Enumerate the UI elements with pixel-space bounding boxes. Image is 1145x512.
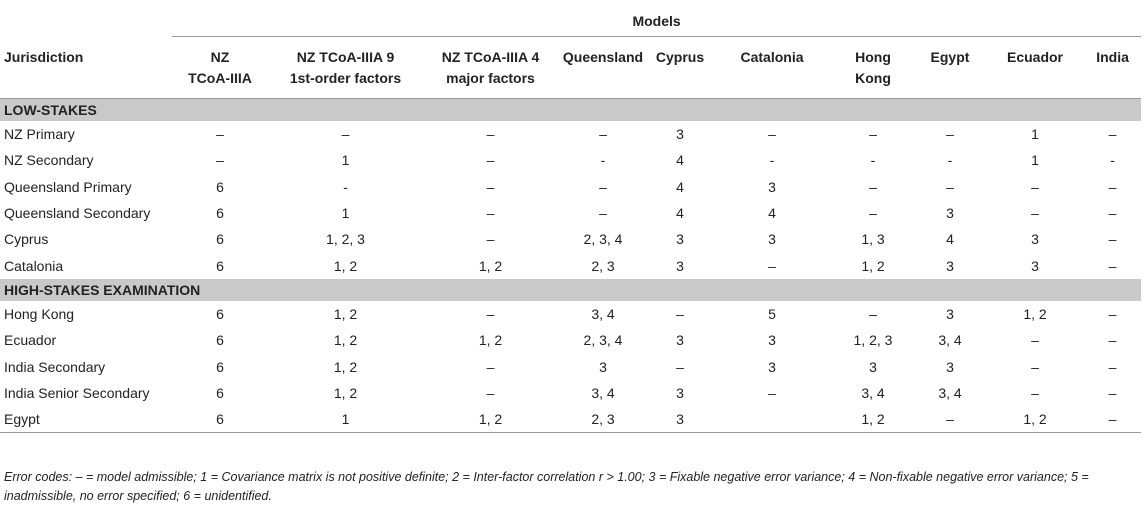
value-cell: 3	[946, 257, 954, 274]
jurisdiction-cell: Cyprus	[4, 231, 49, 248]
value-cell: –	[216, 126, 224, 143]
value-cell: 1, 2, 3	[853, 332, 893, 349]
table-row	[0, 327, 1141, 353]
column-header-line: Catalonia	[740, 49, 804, 65]
value-cell: 3	[946, 358, 954, 375]
column-header	[648, 37, 712, 99]
value-cell: 3	[768, 332, 776, 349]
value-cell: 6	[216, 332, 224, 349]
value-cell: –	[869, 126, 877, 143]
column-header-line: TCoA-IIIA	[188, 70, 252, 86]
value-cell: 1, 2	[333, 257, 358, 274]
value-cell: –	[1108, 178, 1117, 195]
value-cell: 1, 2	[333, 332, 358, 349]
value-cell: 3	[676, 126, 684, 143]
column-header	[172, 37, 268, 99]
value-cell: –	[676, 358, 684, 375]
jurisdiction-cell: Catalonia	[4, 257, 64, 274]
value-cell: –	[486, 178, 495, 195]
value-cell: –	[1108, 384, 1117, 401]
column-header	[914, 37, 986, 99]
value-cell: –	[768, 384, 776, 401]
column-header	[712, 37, 832, 99]
jurisdiction-cell: Egypt	[0, 406, 172, 433]
column-header-row	[0, 37, 1141, 99]
value-cell: –	[1108, 126, 1117, 143]
value-cell: –	[869, 205, 877, 222]
value-cell: –	[486, 305, 495, 322]
value-cell: 2, 3	[591, 257, 615, 274]
value-cell: –	[486, 152, 495, 169]
jurisdiction-cell: NZ Secondary	[4, 152, 94, 169]
value-cell: –	[869, 305, 877, 322]
value-cell: 6	[216, 178, 224, 195]
value-cell: 1, 2, 3	[326, 231, 365, 248]
value-cell: -	[870, 152, 876, 169]
value-cell: 1, 2	[423, 406, 558, 433]
section-label: HIGH-STAKES EXAMINATION	[0, 279, 1141, 301]
value-cell: 3, 4	[591, 384, 615, 401]
value-cell: –	[1108, 257, 1117, 274]
jurisdiction-cell: Hong Kong	[4, 305, 75, 322]
value-cell: 6	[216, 384, 224, 401]
column-header	[268, 37, 423, 99]
value-cell: –	[1031, 358, 1039, 375]
value-cell: 1, 2	[832, 406, 914, 433]
jurisdiction-cell: Ecuador	[4, 332, 57, 349]
value-cell: 3, 4	[861, 384, 885, 401]
value-cell: –	[768, 126, 776, 143]
column-header-line: Kong	[855, 70, 891, 86]
jurisdiction-cell: Queensland Primary	[4, 178, 132, 195]
error-codes-table	[0, 6, 1141, 433]
column-header-line: India	[1096, 49, 1129, 65]
value-cell: –	[599, 178, 607, 195]
value-cell: 3	[1031, 257, 1039, 274]
value-cell: 3	[676, 257, 684, 274]
value-cell: 3	[768, 231, 776, 248]
value-cell: 1, 2	[333, 305, 358, 322]
value-cell: 2, 3	[558, 406, 648, 433]
value-cell: 1	[1031, 152, 1039, 169]
value-cell: –	[1031, 178, 1039, 195]
column-header	[423, 37, 558, 99]
value-cell: –	[1108, 205, 1117, 222]
value-cell: 3	[869, 358, 877, 375]
value-cell: 3	[648, 406, 712, 433]
value-cell: –	[599, 126, 607, 143]
value-cell: –	[486, 205, 495, 222]
value-cell: 1	[268, 406, 423, 433]
table-body	[0, 99, 1141, 433]
value-cell: –	[1108, 305, 1117, 322]
jurisdiction-cell: India Secondary	[4, 358, 106, 375]
models-header: Models	[172, 6, 1141, 37]
value-cell: –	[1031, 332, 1039, 349]
section-row	[0, 99, 1141, 122]
value-cell: 4	[768, 205, 776, 222]
jurisdiction-cell: Queensland Secondary	[4, 205, 151, 222]
column-header-line: Cyprus	[655, 49, 705, 65]
value-cell: 6	[216, 305, 224, 322]
value-cell: 1, 2	[478, 257, 503, 274]
value-cell: –	[216, 152, 224, 169]
column-header	[558, 37, 648, 99]
value-cell: 1, 2	[861, 257, 885, 274]
value-cell: –	[914, 406, 986, 433]
value-cell: 1, 3	[861, 231, 885, 248]
value-cell: 4	[676, 152, 684, 169]
value-cell: 3	[946, 305, 954, 322]
value-cell: 6	[172, 406, 268, 433]
value-cell: –	[486, 126, 495, 143]
value-cell: 4	[676, 178, 684, 195]
table-footnote: Error codes: – = model admissible; 1 = Covariance matrix is not positive definite; 2 = Inter-factor correlation r > 1.00; 3 = Fixable negative error variance; 4 = Non-fixable negative error variance; 5 = inadmissible, no error specified; 6 = unidentified.	[4, 470, 1089, 503]
table-row	[0, 174, 1141, 200]
value-cell: –	[1108, 358, 1117, 375]
column-header	[1084, 37, 1141, 99]
section-row	[0, 279, 1141, 301]
value-cell: –	[486, 231, 495, 248]
value-cell: 1	[1031, 126, 1039, 143]
value-cell: 6	[216, 257, 224, 274]
value-cell: 1, 2	[478, 332, 503, 349]
value-cell: 4	[676, 205, 684, 222]
value-cell: 6	[216, 358, 224, 375]
value-cell: 1	[341, 205, 350, 222]
value-cell: –	[1108, 332, 1117, 349]
value-cell: –	[676, 305, 684, 322]
models-header-row	[0, 6, 1141, 37]
value-cell	[712, 406, 832, 433]
column-header-line: NZ TCoA-IIIA 9	[296, 49, 395, 65]
value-cell: 3, 4	[591, 305, 615, 322]
value-cell: -	[600, 152, 606, 169]
table-row	[0, 406, 1141, 433]
column-header-line: major factors	[446, 70, 535, 86]
value-cell: 6	[216, 231, 224, 248]
value-cell: –	[869, 178, 877, 195]
value-cell: 3, 4	[938, 384, 962, 401]
value-cell: –	[486, 358, 495, 375]
value-cell: 3	[676, 384, 684, 401]
table-row	[0, 147, 1141, 173]
value-cell: 1, 2	[333, 358, 358, 375]
value-cell: 1, 2	[1023, 305, 1047, 322]
jurisdiction-cell: NZ Primary	[4, 126, 75, 143]
column-header-line: Queensland	[562, 49, 644, 65]
value-cell: –	[1108, 231, 1117, 248]
header-spacer	[0, 6, 172, 37]
value-cell: -	[1110, 152, 1115, 169]
value-cell: –	[1031, 384, 1039, 401]
value-cell: 3	[676, 332, 684, 349]
value-cell: 3	[676, 231, 684, 248]
value-cell: –	[946, 178, 954, 195]
value-cell: –	[599, 205, 607, 222]
value-cell: 1, 2	[333, 384, 358, 401]
value-cell: -	[947, 152, 953, 169]
column-header-line: NZ	[210, 49, 230, 65]
table-row	[0, 353, 1141, 379]
table-row	[0, 200, 1141, 226]
table-row	[0, 301, 1141, 327]
column-header-line: Hong	[855, 49, 891, 65]
column-header	[986, 37, 1084, 99]
value-cell: –	[1031, 205, 1039, 222]
jurisdiction-header: Jurisdiction	[0, 37, 172, 99]
table-row	[0, 252, 1141, 278]
value-cell: 1	[341, 152, 350, 169]
jurisdiction-cell: India Senior Secondary	[4, 384, 150, 401]
value-cell: 3	[599, 358, 607, 375]
value-cell: 3	[1031, 231, 1039, 248]
value-cell: 3, 4	[938, 332, 962, 349]
column-header-line: Egypt	[930, 49, 970, 65]
value-cell: 3	[768, 178, 776, 195]
column-header-line: NZ TCoA-IIIA 4	[441, 49, 540, 65]
value-cell: 1, 2	[986, 406, 1084, 433]
value-cell: 3	[946, 205, 954, 222]
value-cell: –	[486, 384, 495, 401]
value-cell: –	[768, 257, 776, 274]
value-cell: -	[769, 152, 775, 169]
value-cell: -	[343, 178, 348, 195]
value-cell: –	[946, 126, 954, 143]
column-header-line: 1st-order factors	[289, 70, 402, 86]
value-cell: 3	[768, 358, 776, 375]
column-header	[832, 37, 914, 99]
table-row	[0, 121, 1141, 147]
table-row	[0, 226, 1141, 252]
value-cell: 4	[946, 231, 954, 248]
section-label: LOW-STAKES	[0, 99, 1141, 122]
value-cell: –	[1084, 406, 1141, 433]
value-cell: –	[341, 126, 350, 143]
column-header-line: Ecuador	[1006, 49, 1063, 65]
table-row	[0, 380, 1141, 406]
value-cell: 6	[216, 205, 224, 222]
value-cell: 2, 3, 4	[583, 231, 623, 248]
value-cell: 2, 3, 4	[583, 332, 623, 349]
value-cell: 5	[768, 305, 776, 322]
